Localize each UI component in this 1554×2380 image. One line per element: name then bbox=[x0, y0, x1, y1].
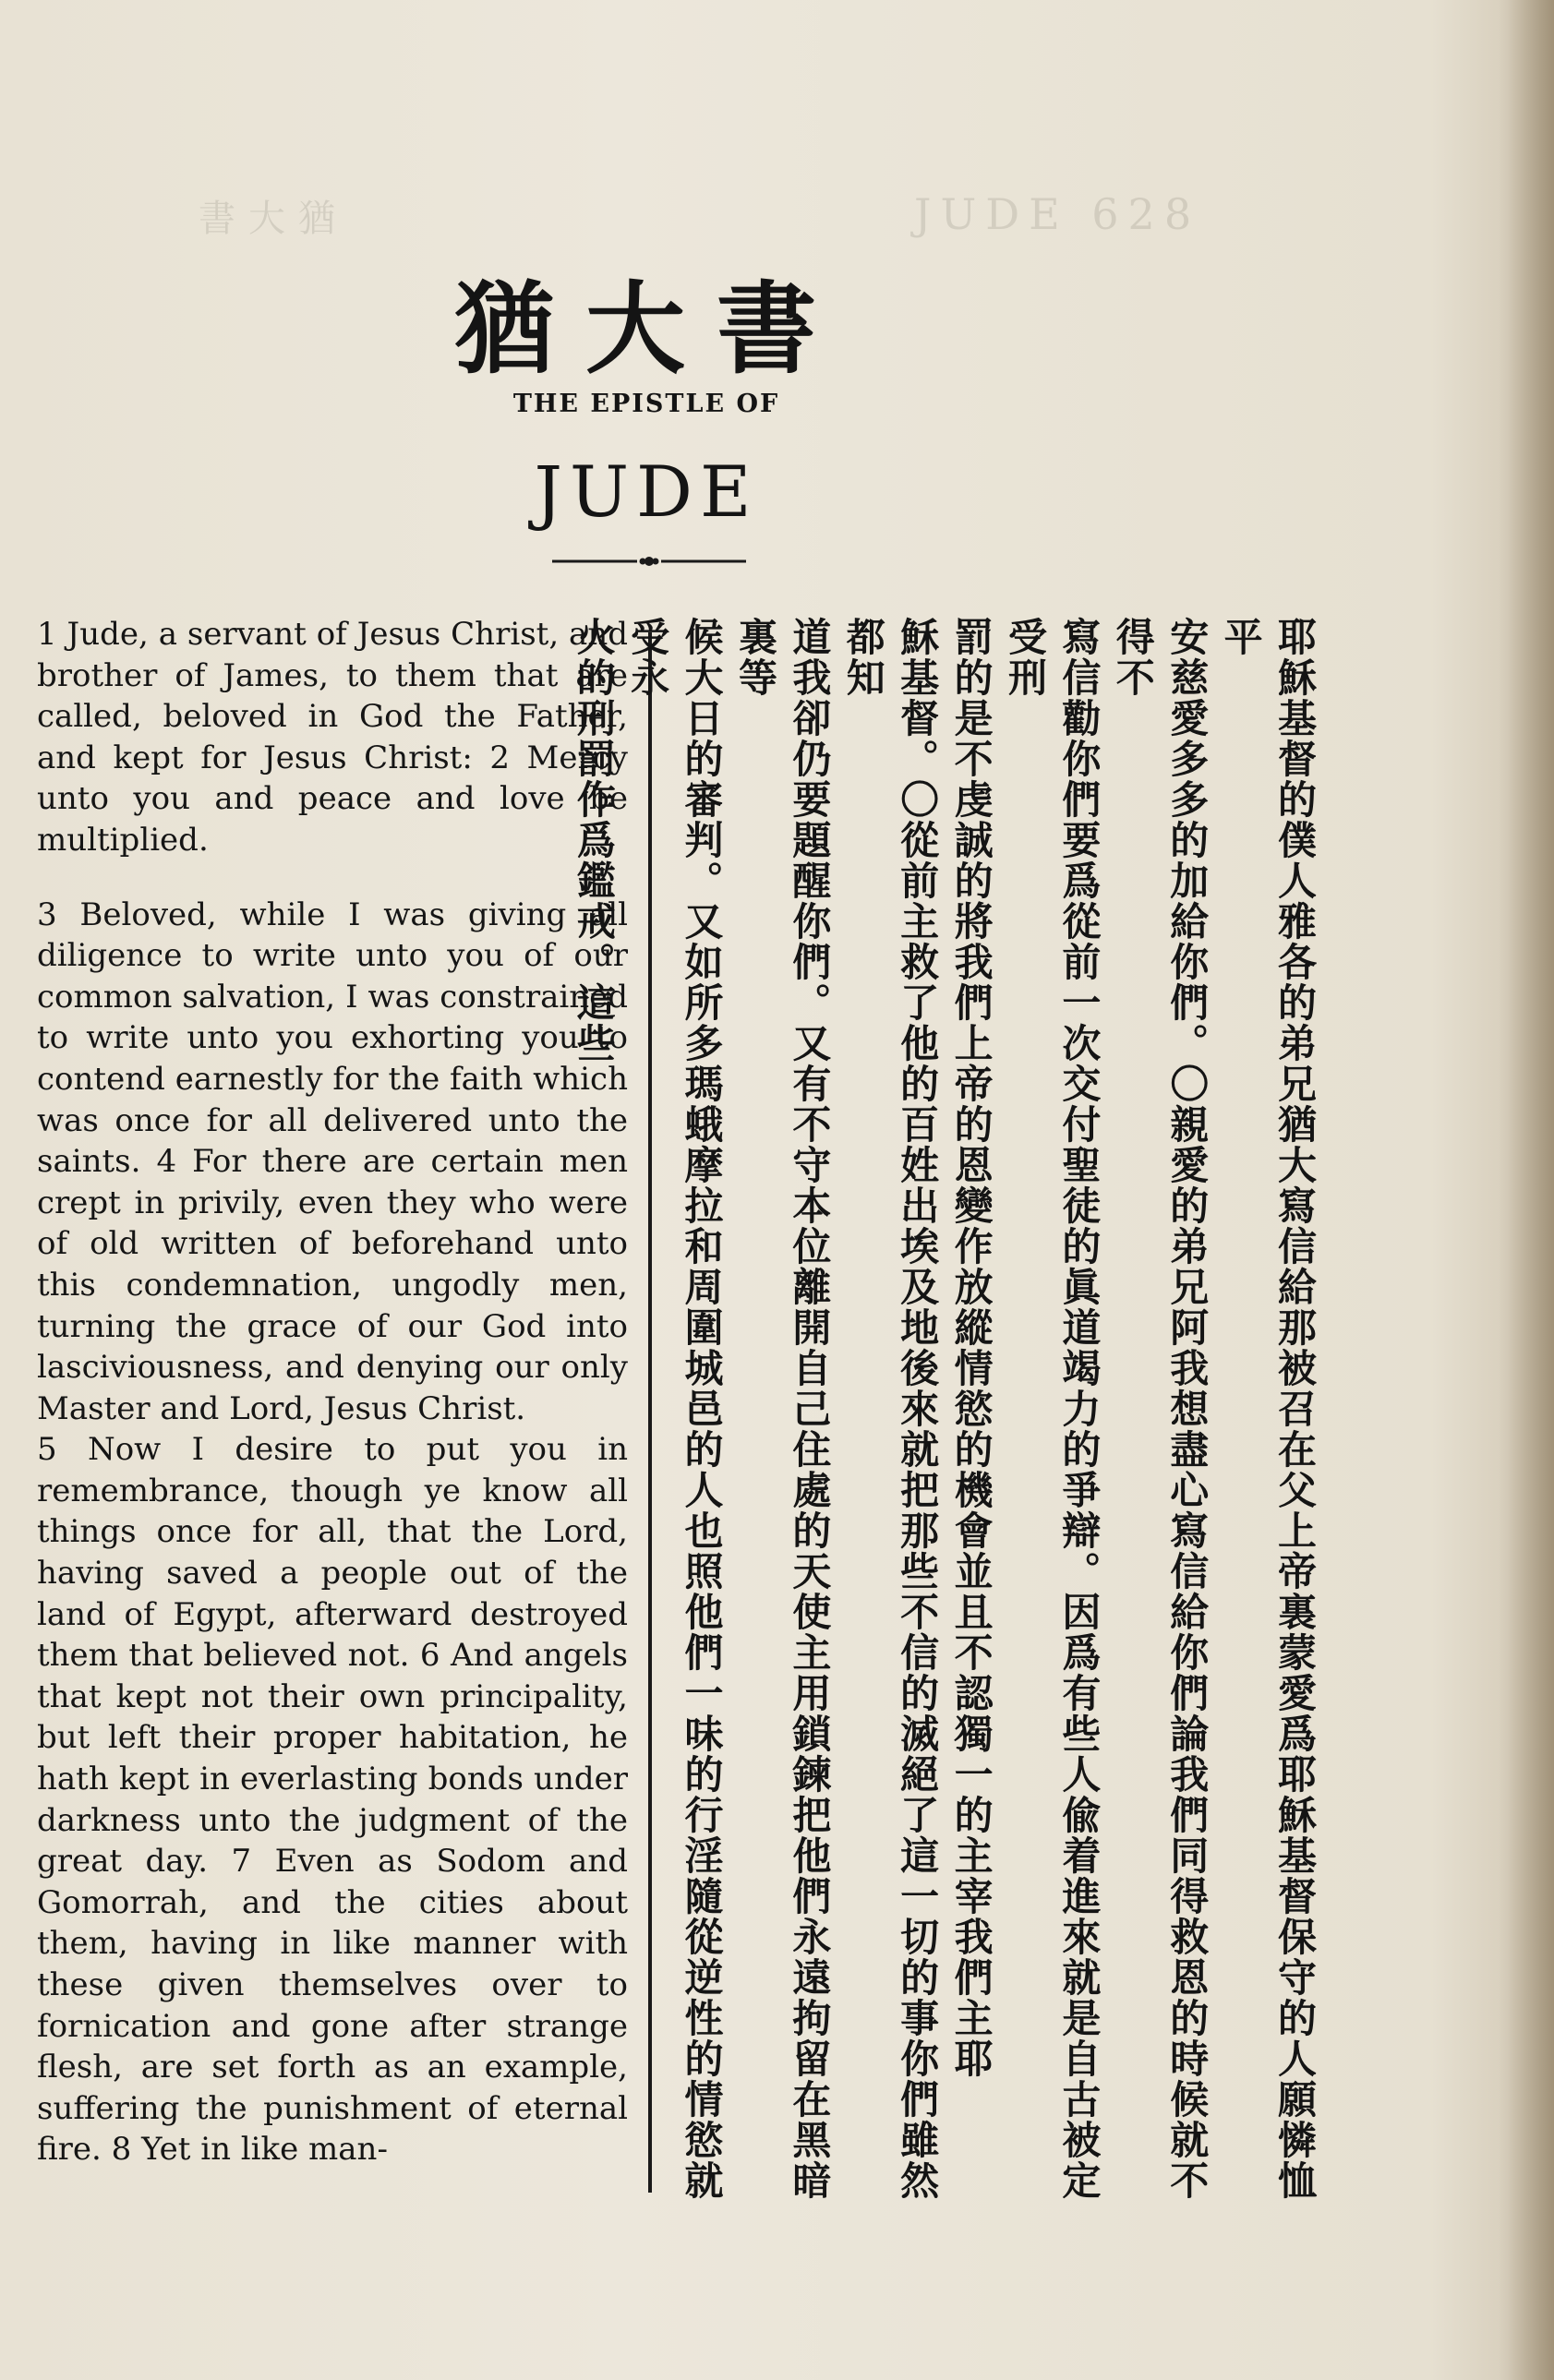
english-paragraph: 3 Beloved, while I was giving all diligence to write unto you of our common salvation, I was constrained to write unto you exhorting you to contend earnestly for the faith which was once for all delivered unto the saints. 4 For there are certain men crept in privily, even they who were of old written of beforehand unto this condemnation, ungodly men, turning the grace of our God into lasciviousness, and denying our only Master and Lord, Jesus Christ. bbox=[37, 896, 628, 1427]
title-ornament-icon bbox=[552, 552, 746, 571]
chinese-line: 道我卻仍要題醒你們。又有不守本位離開自己住處的天使主用鎖鍊把他們永遠拘留在黑暗裏等 bbox=[732, 617, 833, 2201]
chinese-line: 火的刑罰作爲鑑戒。這些 bbox=[571, 617, 617, 1064]
bleed-through-header-left: 書大猶 bbox=[199, 198, 348, 240]
english-paragraph: 1 Jude, a servant of Jesus Christ, and brother of James, to them that are called, beloved in God the Father, and kept for Jesus Christ: 2 Mercy unto you and peace and love be multiplied. bbox=[37, 616, 628, 859]
chinese-line: 耶穌基督的僕人雅各的弟兄猶大寫信給那被召在父上帝裏蒙愛爲耶穌基督保守的人願憐恤平 bbox=[1218, 617, 1318, 2201]
bleed-through-header-right: JUDE 628 bbox=[914, 189, 1201, 239]
english-text-column bbox=[37, 614, 628, 2170]
chinese-book-title: 猶大書 bbox=[453, 271, 848, 388]
chinese-line: 穌基督。〇從前主救了他的百姓出埃及地後來就把那些不信的滅絕了這一切的事你們雖然都知 bbox=[840, 617, 941, 2201]
page-edge-shadow bbox=[1499, 0, 1554, 2380]
chinese-line: 罰的是不虔誠的將我們上帝的恩變作放縱情慾的機會並且不認獨一的主宰我們主耶 bbox=[948, 617, 994, 2079]
book-title: JUDE bbox=[534, 451, 759, 533]
chinese-line: 寫信勸你們要爲從前一次交付聖徒的眞道竭力的爭辯。因爲有些人偸着進來就是自古被定受刑 bbox=[1002, 617, 1102, 2201]
epistle-subtitle: THE EPISTLE OF bbox=[512, 390, 780, 418]
chinese-line: 候大日的審判。又如所多瑪蛾摩拉和周圍城邑的人也照他們一味的行淫隨從逆性的情慾就受永 bbox=[625, 617, 725, 2201]
chinese-text-column bbox=[566, 617, 1321, 2205]
chinese-line: 安慈愛多多的加給你們。〇親愛的弟兄阿我想盡心寫信給你們論我們同得救恩的時候就不得不 bbox=[1110, 617, 1211, 2201]
english-paragraph: 5 Now I desire to put you in remembrance, though ye know all things once for all, that the Lord, having saved a people out of the land of Egypt, afterward destroyed them that believed not. 6 And angels that kept not their own principality, but left their proper habitation, he hath kept in everlasting bonds under darkness unto the judgment of the great day. 7 Even as Sodom and Gomorrah, and the cities about them, having in like manner with these given themselves over to fornication and gone after strange flesh, are set forth as an example, suffering the punishment of eternal fire. 8 Yet in like man- bbox=[37, 1431, 628, 2169]
